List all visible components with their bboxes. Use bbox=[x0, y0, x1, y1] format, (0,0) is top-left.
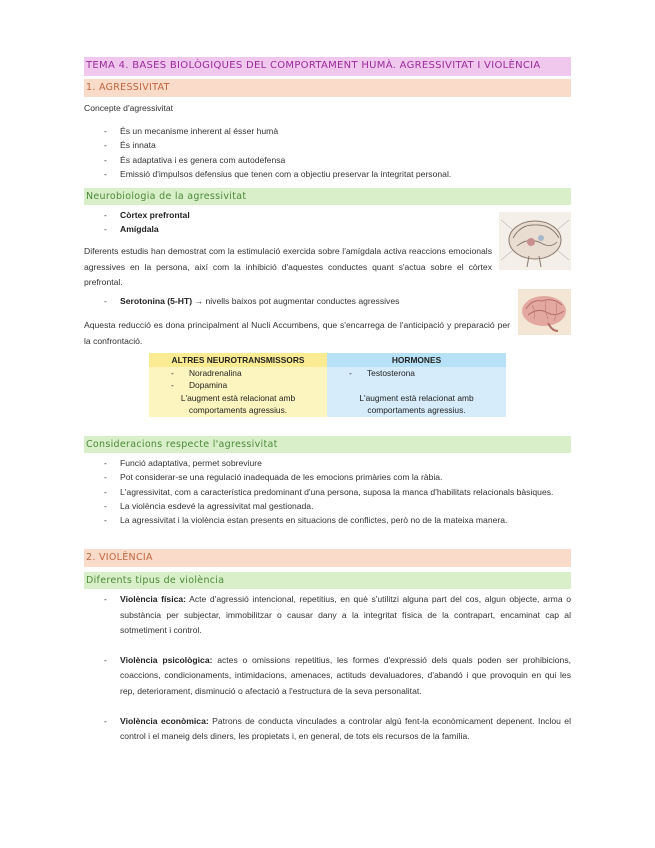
list-item: - Funció adaptativa, permet sobreviure bbox=[84, 456, 571, 470]
list-item-bold: Còrtex prefrontal bbox=[120, 210, 190, 220]
table-list bbox=[327, 367, 506, 379]
list-item bbox=[84, 294, 504, 309]
list-item: - Noradrenalina bbox=[149, 367, 327, 379]
violence-types-list bbox=[84, 592, 571, 745]
concept-list bbox=[84, 124, 571, 181]
subheading-consideracions: Consideracions respecte l'agressivitat bbox=[84, 436, 571, 453]
list-item: - És un mecanisme inherent al ésser humà bbox=[84, 124, 571, 138]
violence-type-text: Patrons de conducta vinculades a controlar algú fent-la econòmicament depenent. Inclou el control i el maneig dels diners, les propietats i, en general, de tots els recursos de la família. bbox=[120, 715, 571, 742]
section-heading-agressivitat: 1. AGRESSIVITAT bbox=[84, 79, 571, 97]
concept-label: Concepte d'agressivitat bbox=[84, 103, 174, 113]
table-header: ALTRES NEUROTRANSMISSORS bbox=[149, 353, 327, 367]
list-item bbox=[84, 653, 571, 700]
list-item: - L'agressivitat, com a característica predominant d'una persona, suposa la manca d'habilitats relacionals bàsiques. bbox=[84, 485, 571, 499]
list-item bbox=[84, 714, 571, 745]
table-note: L'augment està relacionat amb comportaments agressius. bbox=[359, 393, 474, 415]
table-column-hormones bbox=[327, 353, 506, 417]
neuro-paragraph: Diferents estudis han demostrat com la estimulació exercida sobre l'amígdala activa reaccions emocionals agressives en la persona, així com la inhibició d'aquestes conductes quant s'actua sobre el còrtex prefrontal. bbox=[84, 246, 492, 287]
list-item bbox=[84, 222, 484, 236]
list-item-bold: Amígdala bbox=[120, 224, 159, 234]
serotonin-text: → nivells baixos pot augmentar conductes agressives bbox=[192, 296, 400, 306]
table-header: HORMONES bbox=[327, 353, 506, 367]
neurotransmitters-table bbox=[149, 353, 506, 417]
list-item bbox=[84, 592, 571, 639]
violence-type-name: Violència econòmica: bbox=[120, 715, 209, 726]
section-heading-violencia: 2. VIOLÈNCIA bbox=[84, 549, 571, 567]
neuro-list bbox=[84, 208, 484, 236]
list-item: - Pot considerar-se una regulació inadequada de les emocions primàries com la ràbia. bbox=[84, 470, 571, 484]
violence-type-text: Acte d'agressió intencional, repetitius, en què s'utilitzi alguna part del cos, algun objecte, arma o substància per subjectar, immobilitzar o causar dany a la integritat física de la contrapart, encaminat cap al sotmetiment i control. bbox=[120, 594, 571, 636]
violence-type-name: Violència física: bbox=[120, 594, 187, 604]
violence-type-text: actes o omissions repetitius, les formes d'expressió dels quals poden ser prohibicions, coaccions, condicionaments, intimidacions, amenaces, actituds devaluadores, d'abandó i que provoquin en qui les rep, deteriorament, disminució o afectació a l'estructura de la seva personalitat. bbox=[120, 654, 571, 696]
document-title: TEMA 4. BASES BIOLÒGIQUES DEL COMPORTAMENT HUMÀ. AGRESSIVITAT I VIOLÈNCIA bbox=[84, 57, 571, 76]
list-item: - És adaptativa i es genera com autodefensa bbox=[84, 153, 571, 167]
table-note: L'augment està relacionat amb comportaments agressius. bbox=[180, 393, 296, 415]
list-item: - Emissió d'impulsos defensius que tenen com a objectiu preservar la integritat personal. bbox=[84, 167, 571, 181]
list-item: - Testosterona bbox=[327, 367, 506, 379]
considerations-list bbox=[84, 456, 571, 527]
list-item bbox=[84, 208, 484, 222]
list-item: - La violència esdevé la agressivitat mal gestionada. bbox=[84, 499, 571, 513]
subheading-neurobiologia: Neurobiologia de la agressivitat bbox=[84, 188, 571, 205]
accumbens-paragraph: Aquesta reducció es dona principalment al Nucli Accumbens, que s'encarrega de l'anticipació y preparació per la confrontació. bbox=[84, 320, 510, 346]
violence-type-name: Violència psicològica: bbox=[120, 654, 213, 665]
table-list bbox=[149, 367, 327, 391]
serotonin-list bbox=[84, 294, 504, 309]
subheading-tipus-violencia: Diferents tipus de violència bbox=[84, 572, 571, 589]
list-item: - És innata bbox=[84, 138, 571, 152]
list-item: - Dopamina bbox=[149, 379, 327, 391]
list-item: - La agressivitat i la violència estan presents en situacions de conflictes, però no de la mateixa manera. bbox=[84, 513, 571, 527]
table-column-neurotransmitters bbox=[149, 353, 327, 417]
serotonin-label: Serotonina (5-HT) bbox=[120, 296, 193, 306]
brain-diagram-image bbox=[499, 212, 571, 270]
brain-photo-image bbox=[518, 289, 571, 335]
